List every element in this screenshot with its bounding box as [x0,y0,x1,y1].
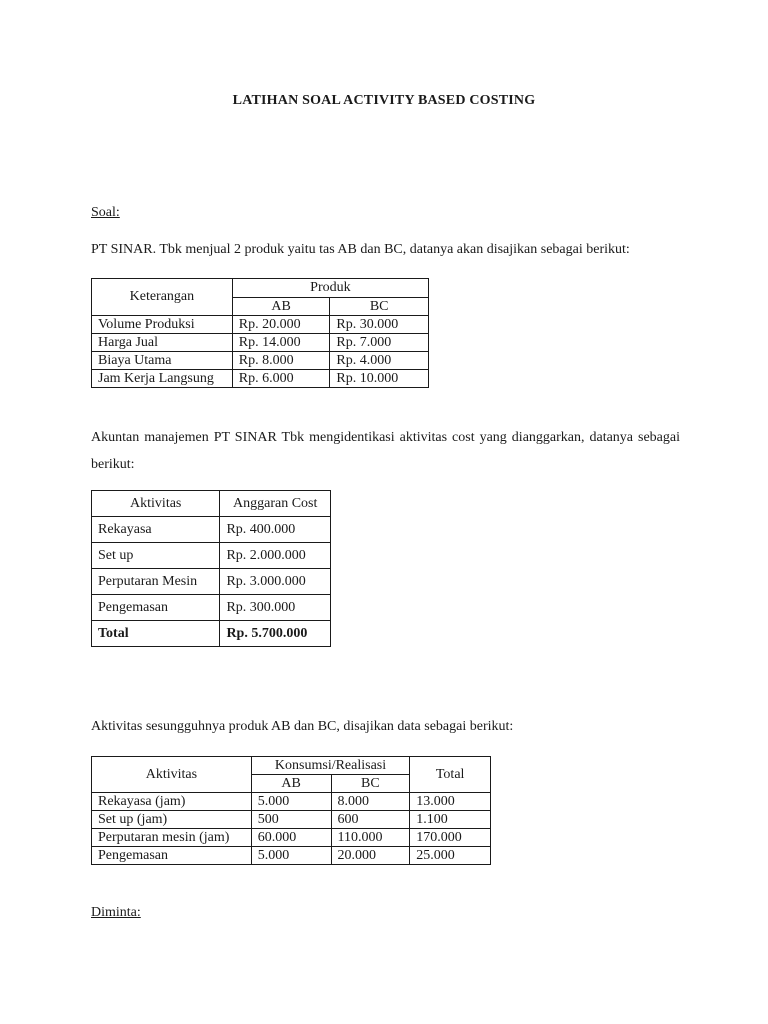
table-row [92,543,331,569]
header-keterangan: Keterangan [92,279,233,316]
row-value: Rp. 400.000 [220,517,331,543]
header-konsumsi-realisasi: Konsumsi/Realisasi [251,757,410,775]
row-bc-value: 110.000 [331,829,410,847]
table-row [92,316,429,334]
row-label: Perputaran mesin (jam) [92,829,252,847]
row-value: Rp. 2.000.000 [220,543,331,569]
row-bc-value: Rp. 4.000 [330,352,429,370]
header-aktivitas: Aktivitas [92,757,252,793]
row-ab-value: 5.000 [251,847,331,865]
product-table [91,278,429,388]
header-aktivitas: Aktivitas [92,491,220,517]
row-label: Rekayasa (jam) [92,793,252,811]
total-value: Rp. 5.700.000 [220,621,331,647]
row-ab-value: 5.000 [251,793,331,811]
table-row [92,595,331,621]
table-row [92,811,491,829]
row-total-value: 170.000 [410,829,491,847]
table-row [92,334,429,352]
row-total-value: 25.000 [410,847,491,865]
row-label: Jam Kerja Langsung [92,370,233,388]
row-bc-value: 8.000 [331,793,410,811]
soal-heading: Soal: [91,205,120,220]
actual-activity-paragraph: Aktivitas sesungguhnya produk AB dan BC, disajikan data sebagai berikut: [91,719,514,734]
row-bc-value: 20.000 [331,847,410,865]
header-anggaran-cost: Anggaran Cost [220,491,331,517]
row-value: Rp. 3.000.000 [220,569,331,595]
header-total: Total [410,757,491,793]
header-ab: AB [232,298,330,316]
intro-paragraph: PT SINAR. Tbk menjual 2 produk yaitu tas AB dan BC, datanya akan disajikan sebagai berikut: [91,242,630,257]
row-ab-value: Rp. 8.000 [232,352,330,370]
row-total-value: 1.100 [410,811,491,829]
table-row [92,793,491,811]
row-label: Perputaran Mesin [92,569,220,595]
row-ab-value: Rp. 20.000 [232,316,330,334]
budget-paragraph: Akuntan manajemen PT SINAR Tbk mengidentikasi aktivitas cost yang dianggarkan, datanya sebagai berikut: [91,430,680,472]
table-row [92,847,491,865]
row-label: Rekayasa [92,517,220,543]
budget-table [91,490,331,647]
total-row [92,621,331,647]
diminta-heading: Diminta: [91,905,141,920]
consumption-table [91,756,491,865]
row-label: Pengemasan [92,847,252,865]
header-ab: AB [251,775,331,793]
row-label: Harga Jual [92,334,233,352]
row-ab-value: 500 [251,811,331,829]
row-total-value: 13.000 [410,793,491,811]
header-bc: BC [331,775,410,793]
row-bc-value: Rp. 10.000 [330,370,429,388]
header-bc: BC [330,298,429,316]
table-row [92,829,491,847]
row-label: Set up (jam) [92,811,252,829]
table-row [92,370,429,388]
row-bc-value: Rp. 30.000 [330,316,429,334]
row-ab-value: Rp. 6.000 [232,370,330,388]
table-row [92,569,331,595]
row-ab-value: Rp. 14.000 [232,334,330,352]
table-row [92,517,331,543]
row-ab-value: 60.000 [251,829,331,847]
page-title: LATIHAN SOAL ACTIVITY BASED COSTING [232,93,536,108]
table-row [92,352,429,370]
row-label: Pengemasan [92,595,220,621]
row-bc-value: Rp. 7.000 [330,334,429,352]
row-value: Rp. 300.000 [220,595,331,621]
total-label: Total [92,621,220,647]
row-label: Set up [92,543,220,569]
row-label: Volume Produksi [92,316,233,334]
row-label: Biaya Utama [92,352,233,370]
header-produk: Produk [232,279,428,298]
row-bc-value: 600 [331,811,410,829]
